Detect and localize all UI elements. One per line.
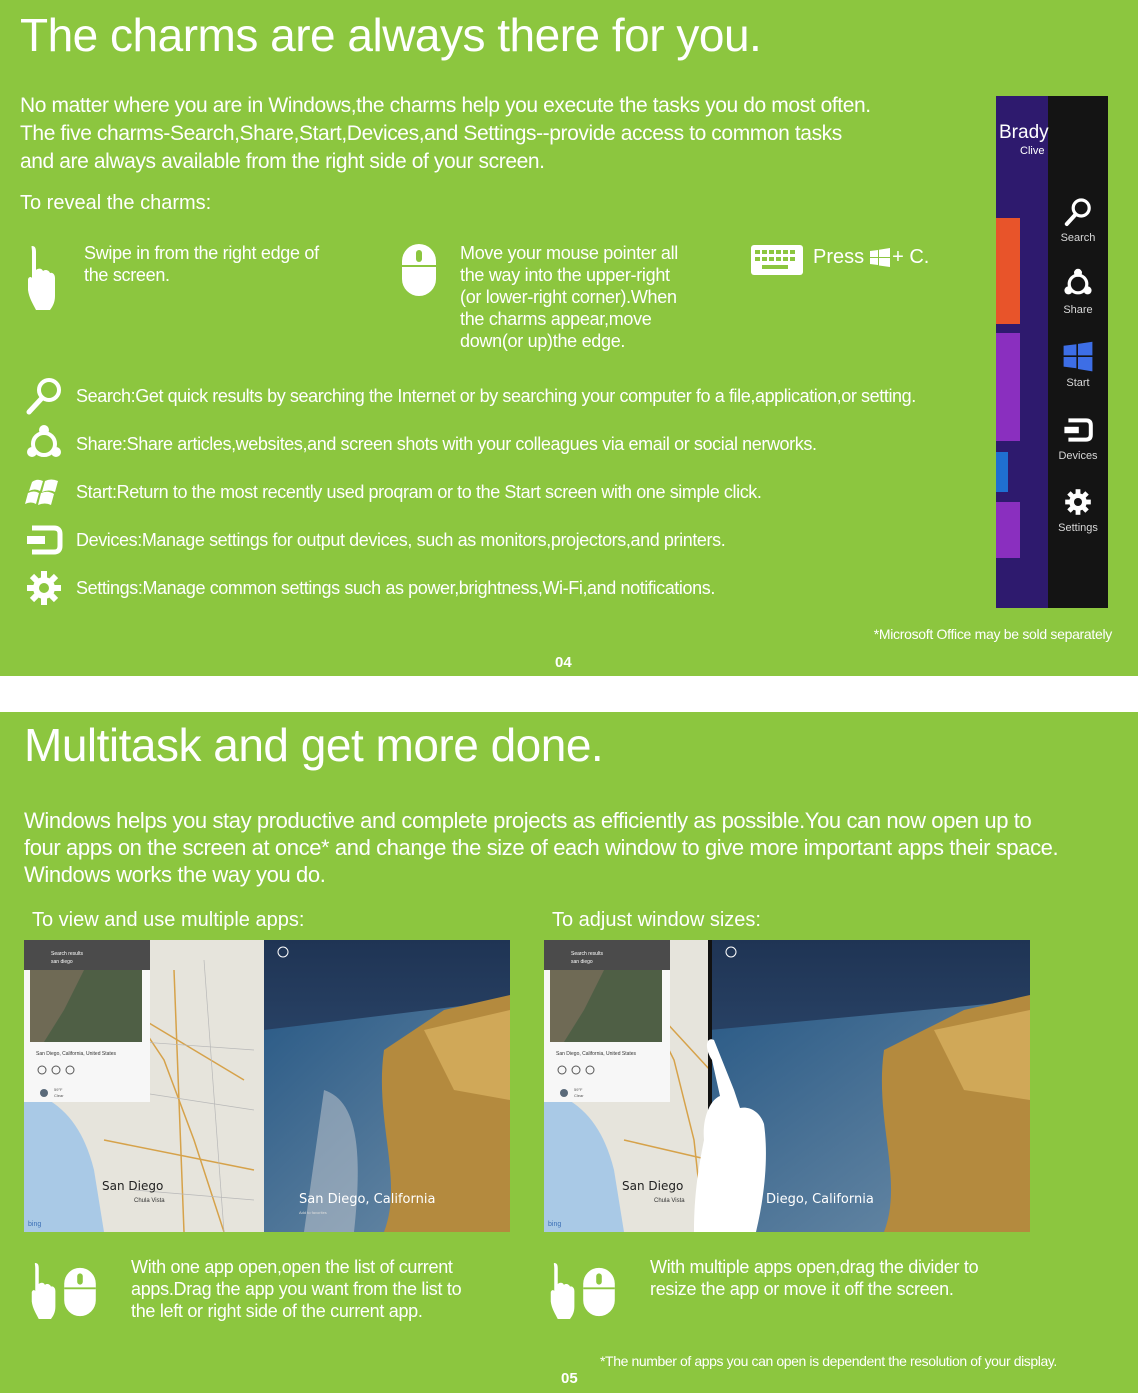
footnote: *The number of apps you can open is dependent the resolution of your display. bbox=[600, 1353, 1057, 1369]
mouse-icon bbox=[581, 1266, 617, 1318]
charm-label: Start bbox=[1066, 377, 1090, 389]
hand-swipe-icon bbox=[26, 244, 58, 312]
map-city-label: San Diego bbox=[622, 1179, 684, 1193]
intro-paragraph bbox=[20, 92, 871, 176]
devices-icon bbox=[1062, 414, 1094, 446]
search-label: Search results bbox=[571, 951, 603, 957]
intro-line: Windows works the way you do. bbox=[24, 862, 326, 887]
search-query: san diego bbox=[571, 959, 593, 965]
charm-description: Start:Return to the most recently used proqram or to the Start screen with one simple click. bbox=[76, 481, 762, 502]
photo-sub: Add to favorites bbox=[299, 1210, 327, 1215]
footnote: *Microsoft Office may be sold separately bbox=[873, 626, 1112, 642]
page-title: Multitask and get more done. bbox=[24, 719, 604, 771]
multitask-screenshot-right bbox=[544, 940, 1030, 1232]
left-heading: To view and use multiple apps: bbox=[32, 909, 305, 931]
charm-description: Share:Share articles,websites,and screen shots with your colleagues via email or social nerworks. bbox=[76, 433, 817, 454]
photo-caption: San Diego, California bbox=[299, 1192, 436, 1207]
hand-swipe-icon bbox=[30, 1258, 58, 1324]
multitask-screenshot-left bbox=[24, 940, 510, 1232]
bing-logo: bing bbox=[28, 1221, 42, 1228]
tile-orange bbox=[996, 218, 1020, 324]
key-combo-label: + C. bbox=[892, 246, 930, 268]
windows-start-icon bbox=[24, 472, 64, 512]
instruction-line: With multiple apps open,drag the divider to bbox=[650, 1257, 979, 1277]
page-number: 05 bbox=[561, 1370, 578, 1387]
tile-purple bbox=[996, 333, 1020, 441]
charm-label: Search bbox=[1060, 232, 1096, 244]
search-icon bbox=[24, 376, 64, 416]
mouse-icon bbox=[400, 242, 438, 298]
mouse-icon bbox=[62, 1266, 98, 1318]
page-04 bbox=[0, 0, 1138, 676]
intro-line: four apps on the screen at once* and change the size of each window to give more important apps their space. bbox=[24, 835, 1059, 860]
intro-paragraph bbox=[24, 807, 1058, 888]
tile-purple-small bbox=[996, 502, 1020, 558]
page-title: The charms are always there for you. bbox=[20, 9, 762, 61]
keyboard-icon bbox=[750, 244, 804, 276]
charms-bar bbox=[996, 96, 1108, 608]
swipe-instruction bbox=[84, 242, 319, 286]
weather-value: 59°F bbox=[574, 1087, 583, 1092]
hand-swipe-icon bbox=[549, 1258, 577, 1324]
devices-icon bbox=[24, 520, 64, 560]
page-05 bbox=[0, 712, 1138, 1393]
map-city2-label: Chula Vista bbox=[654, 1198, 685, 1204]
windows-start-icon bbox=[1062, 341, 1094, 373]
tile-blue bbox=[996, 452, 1008, 492]
charm-description: Settings:Manage common settings such as power,brightness,Wi-Fi,and notifications. bbox=[76, 577, 715, 598]
swipe-line: the screen. bbox=[84, 265, 170, 285]
user-subtitle: Clive bbox=[1020, 145, 1045, 157]
keyboard-instruction bbox=[813, 246, 929, 269]
mouse-line: the way into the upper-right bbox=[460, 265, 670, 285]
intro-line: No matter where you are in Windows,the charms help you execute the tasks you do most often. bbox=[20, 94, 871, 117]
swipe-line: Swipe in from the right edge of bbox=[84, 243, 319, 263]
settings-gear-icon bbox=[1062, 486, 1094, 518]
charm-settings-button[interactable] bbox=[1052, 486, 1104, 534]
charm-description: Search:Get quick results by searching the Internet or by searching your computer fo a file,application,or setting. bbox=[76, 385, 916, 406]
result-place: San Diego, California, United States bbox=[556, 1051, 637, 1057]
result-place: San Diego, California, United States bbox=[36, 1051, 117, 1057]
page-number: 04 bbox=[555, 654, 572, 671]
start-screen-tiles bbox=[996, 96, 1048, 608]
settings-gear-icon bbox=[24, 568, 64, 608]
instruction-line: apps.Drag the app you want from the list to bbox=[131, 1279, 462, 1299]
share-icon bbox=[1062, 268, 1094, 300]
windows-key-icon bbox=[870, 248, 890, 268]
charm-row-settings bbox=[24, 568, 715, 608]
right-instruction bbox=[650, 1256, 978, 1300]
share-icon bbox=[24, 424, 64, 464]
charm-start-button[interactable] bbox=[1052, 341, 1104, 389]
intro-line: and are always available from the right side of your screen. bbox=[20, 150, 545, 173]
reveal-heading: To reveal the charms: bbox=[20, 192, 212, 214]
weather-sub: Clear bbox=[574, 1093, 584, 1098]
instruction-line: the left or right side of the current app. bbox=[131, 1301, 423, 1321]
charm-row-search bbox=[24, 376, 916, 416]
weather-value: 59°F bbox=[54, 1087, 63, 1092]
charm-row-start bbox=[24, 472, 762, 512]
charm-label: Settings bbox=[1058, 522, 1098, 534]
charm-description: Devices:Manage settings for output devices, such as monitors,projectors,and printers. bbox=[76, 529, 726, 550]
charm-label: Devices bbox=[1058, 450, 1098, 462]
right-heading: To adjust window sizes: bbox=[552, 909, 761, 931]
search-icon bbox=[1062, 196, 1094, 228]
charm-label: Share bbox=[1063, 304, 1093, 316]
charm-devices-button[interactable] bbox=[1052, 414, 1104, 462]
search-query: san diego bbox=[51, 959, 73, 965]
map-city2-label: Chula Vista bbox=[134, 1198, 165, 1204]
intro-line: The five charms-Search,Share,Start,Devices,and Settings--provide access to common tasks bbox=[20, 122, 842, 145]
press-label: Press bbox=[813, 246, 865, 268]
instruction-line: With one app open,open the list of current bbox=[131, 1257, 453, 1277]
weather-sub: Clear bbox=[54, 1093, 64, 1098]
charm-share-button[interactable] bbox=[1052, 268, 1104, 316]
mouse-line: down(or up)the edge. bbox=[460, 331, 626, 351]
mouse-instruction bbox=[460, 242, 678, 352]
charm-search-button[interactable] bbox=[1052, 196, 1104, 244]
mouse-line: (or lower-right corner).When bbox=[460, 287, 677, 307]
mouse-line: the charms appear,move bbox=[460, 309, 652, 329]
charm-row-devices bbox=[24, 520, 725, 560]
photo-caption-cut: Diego, California bbox=[766, 1192, 874, 1207]
user-name: Brady bbox=[999, 122, 1049, 143]
charm-row-share bbox=[24, 424, 817, 464]
left-instruction bbox=[131, 1256, 461, 1322]
mouse-line: Move your mouse pointer all bbox=[460, 243, 679, 263]
bing-logo: bing bbox=[548, 1221, 562, 1228]
instruction-line: resize the app or move it off the screen. bbox=[650, 1279, 954, 1299]
map-city-label: San Diego bbox=[102, 1179, 164, 1193]
intro-line: Windows helps you stay productive and complete projects as efficiently as possible.You can now open up to bbox=[24, 808, 1032, 833]
search-label: Search results bbox=[51, 951, 83, 957]
